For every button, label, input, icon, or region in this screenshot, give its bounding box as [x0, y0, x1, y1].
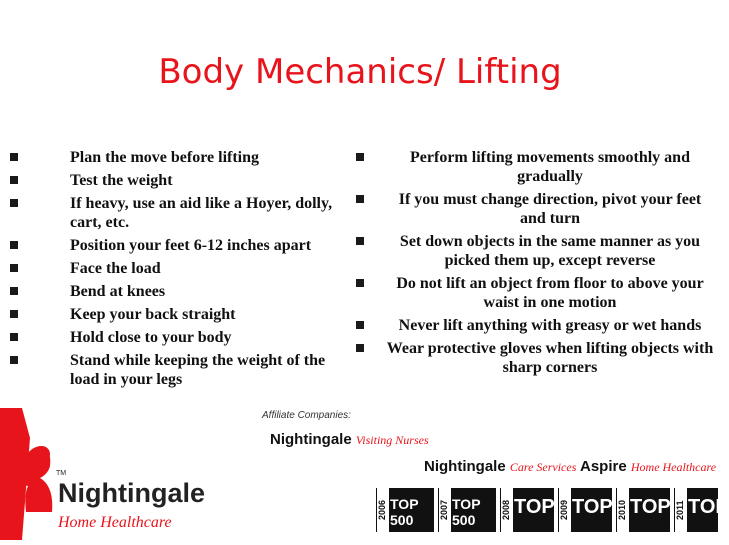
list-item — [8, 259, 353, 278]
list-item — [8, 148, 353, 167]
brand-name: Nightingale — [424, 458, 506, 475]
list-item — [8, 328, 353, 347]
award-text: TOP 500 — [390, 496, 419, 528]
brand-name: Aspire — [580, 458, 627, 475]
list-item — [354, 190, 716, 228]
square-bullet-icon — [10, 199, 18, 207]
list-item — [8, 194, 353, 232]
left-column — [8, 148, 353, 393]
list-item-text: Stand while keeping the weight of the load in your legs — [70, 352, 326, 388]
award-text: TOP 500 — [452, 496, 481, 528]
square-bullet-icon — [356, 344, 364, 352]
award-badge — [500, 488, 554, 532]
list-item — [8, 171, 353, 190]
affiliate-label: Affiliate Companies: — [262, 410, 351, 421]
list-item-text: Position your feet 6-12 inches apart — [70, 237, 312, 254]
brand-subtitle: Care Services — [509, 460, 577, 474]
brand-subtitle: Visiting Nurses — [355, 433, 429, 447]
list-item-text: Bend at knees — [70, 283, 166, 300]
list-item-text: Wear protective gloves when lifting objects with sharp corners — [386, 340, 714, 376]
logo-name: Nightingale — [58, 478, 205, 508]
logo-subtitle: Home Healthcare — [58, 514, 172, 531]
square-bullet-icon — [356, 279, 364, 287]
award-badge — [616, 488, 670, 532]
award-year: 2007 — [438, 488, 451, 532]
affiliate-brand-3 — [580, 458, 716, 475]
award-text: TOP — [572, 496, 613, 518]
list-item-text: Keep your back straight — [70, 306, 236, 323]
list-item-text: Test the weight — [70, 172, 173, 189]
square-bullet-icon — [10, 356, 18, 364]
list-item — [354, 274, 716, 312]
list-item-text: Never lift anything with greasy or wet hands — [398, 317, 702, 334]
list-item-text: If you must change direction, pivot your feet and turn — [398, 191, 702, 227]
award-year: 2008 — [500, 488, 513, 532]
award-badge — [558, 488, 612, 532]
award-year: 2011 — [674, 488, 687, 532]
right-bullet-list — [354, 148, 716, 377]
list-item — [8, 282, 353, 301]
square-bullet-icon — [356, 195, 364, 203]
square-bullet-icon — [10, 264, 18, 272]
square-bullet-icon — [356, 153, 364, 161]
square-bullet-icon — [356, 321, 364, 329]
affiliate-brand-1 — [270, 431, 429, 448]
square-bullet-icon — [10, 241, 18, 249]
list-item-text: Face the load — [70, 260, 161, 277]
square-bullet-icon — [10, 333, 18, 341]
square-bullet-icon — [10, 287, 18, 295]
list-item-text: Set down objects in the same manner as you picked them up, except reverse — [399, 233, 701, 269]
left-bullet-list — [8, 148, 353, 389]
list-item — [354, 339, 716, 377]
square-bullet-icon — [10, 176, 18, 184]
award-text: TOP — [630, 496, 671, 518]
square-bullet-icon — [10, 310, 18, 318]
list-item — [354, 148, 716, 186]
list-item-text: If heavy, use an aid like a Hoyer, dolly, cart, etc. — [70, 195, 333, 231]
list-item — [8, 351, 353, 389]
list-item — [8, 236, 353, 255]
list-item — [354, 316, 716, 335]
right-column — [354, 148, 716, 381]
award-text: TOP — [688, 496, 729, 518]
award-badge — [376, 488, 434, 532]
list-item-text: Perform lifting movements smoothly and gradually — [410, 149, 690, 185]
list-item-text: Hold close to your body — [70, 329, 232, 346]
list-item-text: Do not lift an object from floor to above your waist in one motion — [396, 275, 704, 311]
square-bullet-icon — [356, 237, 364, 245]
award-year: 2006 — [376, 488, 389, 532]
list-item — [354, 232, 716, 270]
brand-subtitle: Home Healthcare — [630, 460, 717, 474]
square-bullet-icon — [10, 153, 18, 161]
list-item-text: Plan the move before lifting — [70, 149, 260, 166]
page-title: Body Mechanics/ Lifting — [158, 52, 562, 92]
brand-name: Nightingale — [270, 431, 352, 448]
award-badge — [674, 488, 729, 532]
trademark-label: TM — [56, 470, 67, 477]
award-text: TOP — [514, 496, 555, 518]
affiliate-brand-2 — [424, 458, 576, 475]
award-badge — [438, 488, 496, 532]
award-year: 2010 — [616, 488, 629, 532]
award-year: 2009 — [558, 488, 571, 532]
list-item — [8, 305, 353, 324]
